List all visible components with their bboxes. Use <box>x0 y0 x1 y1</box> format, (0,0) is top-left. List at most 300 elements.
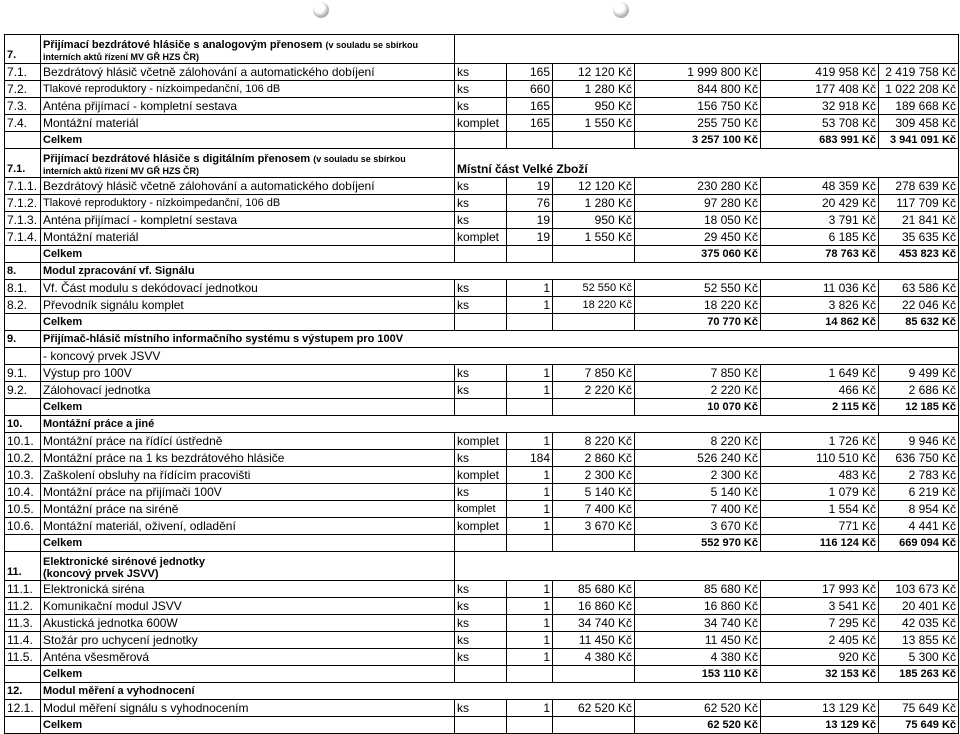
subtotal-label: Celkem <box>41 535 455 552</box>
subtotal-row <box>5 666 959 683</box>
table-row <box>5 195 959 212</box>
row-number: 12.1. <box>5 700 41 717</box>
item-name: Montážní práce na 1 ks bezdrátového hlásiče <box>41 450 455 467</box>
item-unit-price: 1 550 Kč <box>553 115 635 132</box>
empty-cell <box>507 132 553 149</box>
item-unit: ks <box>455 195 507 212</box>
row-number: 10.5. <box>5 501 41 518</box>
row-number <box>5 535 41 552</box>
item-vat: 466 Kč <box>761 382 879 399</box>
empty-cell <box>553 314 635 331</box>
item-unit-price: 4 380 Kč <box>553 649 635 666</box>
item-total-vat: 5 300 Kč <box>879 649 959 666</box>
item-vat: 2 405 Kč <box>761 632 879 649</box>
item-name: Bezdrátový hlásič včetně zálohování a automatického dobíjení <box>41 178 455 195</box>
item-quantity: 660 <box>507 81 553 98</box>
table-row <box>5 64 959 81</box>
item-total: 3 670 Kč <box>635 518 761 535</box>
section-title-text: Modul zpracování vf. Signálu <box>43 265 195 277</box>
item-quantity: 76 <box>507 195 553 212</box>
item-vat: 110 510 Kč <box>761 450 879 467</box>
item-unit: ks <box>455 484 507 501</box>
item-total: 18 050 Kč <box>635 212 761 229</box>
row-number <box>5 246 41 263</box>
item-total: 230 280 Kč <box>635 178 761 195</box>
item-name: Montážní materiál <box>41 229 455 246</box>
item-total-vat: 2 419 758 Kč <box>879 64 959 81</box>
row-number: 7.4. <box>5 115 41 132</box>
subtotal-row <box>5 246 959 263</box>
section-number: 10. <box>5 416 41 433</box>
item-total-vat: 2 686 Kč <box>879 382 959 399</box>
section-title <box>41 263 959 280</box>
item-quantity: 1 <box>507 581 553 598</box>
table-row <box>5 598 959 615</box>
item-total: 11 450 Kč <box>635 632 761 649</box>
table-row <box>5 467 959 484</box>
section-title-line1: Elektronické sirénové jednotky <box>43 556 206 568</box>
item-total-vat: 9 946 Kč <box>879 433 959 450</box>
table-row <box>5 382 959 399</box>
item-quantity: 19 <box>507 212 553 229</box>
table-row <box>5 700 959 717</box>
item-unit-price: 2 220 Kč <box>553 382 635 399</box>
subtotal-total-vat: 453 823 Kč <box>879 246 959 263</box>
table-row <box>5 484 959 501</box>
item-name: Vf. Část modulu s dekódovací jednotkou <box>41 280 455 297</box>
item-unit: ks <box>455 98 507 115</box>
item-unit-price: 8 220 Kč <box>553 433 635 450</box>
section-number: 11. <box>5 552 41 581</box>
item-name: Montážní materiál, oživení, odladění <box>41 518 455 535</box>
item-unit-price: 34 740 Kč <box>553 615 635 632</box>
item-total-vat: 35 635 Kč <box>879 229 959 246</box>
item-unit-price: 2 300 Kč <box>553 467 635 484</box>
item-total-vat: 1 022 208 Kč <box>879 81 959 98</box>
table-row <box>5 365 959 382</box>
item-unit-price: 1 280 Kč <box>553 195 635 212</box>
item-total-vat: 75 649 Kč <box>879 700 959 717</box>
item-quantity: 1 <box>507 365 553 382</box>
item-quantity: 1 <box>507 433 553 450</box>
item-unit-price: 16 860 Kč <box>553 598 635 615</box>
row-number: 11.5. <box>5 649 41 666</box>
item-name: Anténa přijímací - kompletní sestava <box>41 212 455 229</box>
subtotal-label: Celkem <box>41 314 455 331</box>
item-unit: komplet <box>455 501 507 518</box>
subtotal-vat: 13 129 Kč <box>761 717 879 734</box>
row-number: 9.2. <box>5 382 41 399</box>
item-total-vat: 189 668 Kč <box>879 98 959 115</box>
item-vat: 32 918 Kč <box>761 98 879 115</box>
item-quantity: 165 <box>507 64 553 81</box>
item-total-vat: 22 046 Kč <box>879 297 959 314</box>
row-number: 10.4. <box>5 484 41 501</box>
subtotal-vat: 116 124 Kč <box>761 535 879 552</box>
item-unit-price: 52 550 Kč <box>553 280 635 297</box>
section-title-text: Modul měření a vyhodnocení <box>43 685 195 697</box>
item-unit: ks <box>455 382 507 399</box>
subtotal-total-vat: 85 632 Kč <box>879 314 959 331</box>
item-total-vat: 278 639 Kč <box>879 178 959 195</box>
item-total: 526 240 Kč <box>635 450 761 467</box>
item-total-vat: 42 035 Kč <box>879 615 959 632</box>
item-name: Elektronická siréna <box>41 581 455 598</box>
item-vat: 20 429 Kč <box>761 195 879 212</box>
item-vat: 11 036 Kč <box>761 280 879 297</box>
item-total: 7 850 Kč <box>635 365 761 382</box>
item-name: Montážní práce na siréně <box>41 501 455 518</box>
item-unit-price: 18 220 Kč <box>553 297 635 314</box>
item-name: Montážní práce na řídící ústředně <box>41 433 455 450</box>
binder-hole-icon <box>313 2 329 18</box>
row-number <box>5 314 41 331</box>
row-number <box>5 132 41 149</box>
item-vat: 48 359 Kč <box>761 178 879 195</box>
section-title-line2: interních aktů řízení MV GŘ HZS ČR) <box>43 52 200 62</box>
item-unit-price: 5 140 Kč <box>553 484 635 501</box>
subtotal-total: 10 070 Kč <box>635 399 761 416</box>
item-name: Zálohovací jednotka <box>41 382 455 399</box>
item-unit: ks <box>455 700 507 717</box>
empty-cell <box>507 535 553 552</box>
subtotal-row <box>5 399 959 416</box>
item-name: Modul měření signálu s vyhodnocením <box>41 700 455 717</box>
row-number: 10.1. <box>5 433 41 450</box>
item-total: 1 999 800 Kč <box>635 64 761 81</box>
subtotal-label: Celkem <box>41 666 455 683</box>
item-total-vat: 4 441 Kč <box>879 518 959 535</box>
subtotal-label: Celkem <box>41 246 455 263</box>
row-number: 10.3. <box>5 467 41 484</box>
row-number: 8.2. <box>5 297 41 314</box>
item-vat: 1 079 Kč <box>761 484 879 501</box>
item-quantity: 1 <box>507 598 553 615</box>
empty-cell <box>507 717 553 734</box>
item-vat: 17 993 Kč <box>761 581 879 598</box>
empty-cell <box>455 132 507 149</box>
item-vat: 771 Kč <box>761 518 879 535</box>
item-total: 85 680 Kč <box>635 581 761 598</box>
item-name: Převodník signálu komplet <box>41 297 455 314</box>
item-unit-price: 12 120 Kč <box>553 178 635 195</box>
subtotal-total: 62 520 Kč <box>635 717 761 734</box>
item-total-vat: 6 219 Kč <box>879 484 959 501</box>
item-name: Anténa všesměrová <box>41 649 455 666</box>
section-number: 9. <box>5 331 41 348</box>
item-total: 16 860 Kč <box>635 598 761 615</box>
item-name: Stožár pro uchycení jednotky <box>41 632 455 649</box>
item-name: Montážní materiál <box>41 115 455 132</box>
row-number: 7.1. <box>5 64 41 81</box>
subtotal-vat: 2 115 Kč <box>761 399 879 416</box>
item-total-vat: 117 709 Kč <box>879 195 959 212</box>
section-header-row <box>5 416 959 433</box>
row-number: 11.4. <box>5 632 41 649</box>
item-unit-price: 7 400 Kč <box>553 501 635 518</box>
subtotal-row <box>5 717 959 734</box>
item-name: Akustická jednotka 600W <box>41 615 455 632</box>
subtotal-label: Celkem <box>41 717 455 734</box>
section-location: Místní část Velké Zboží <box>455 149 959 178</box>
section-note: - koncový prvek JSVV <box>41 348 959 365</box>
item-unit-price: 85 680 Kč <box>553 581 635 598</box>
item-vat: 920 Kč <box>761 649 879 666</box>
item-vat: 53 708 Kč <box>761 115 879 132</box>
table-row <box>5 649 959 666</box>
item-unit: ks <box>455 297 507 314</box>
item-quantity: 1 <box>507 297 553 314</box>
item-quantity: 1 <box>507 518 553 535</box>
table-row <box>5 212 959 229</box>
item-quantity: 1 <box>507 467 553 484</box>
row-number: 11.3. <box>5 615 41 632</box>
item-total: 52 550 Kč <box>635 280 761 297</box>
empty-cell <box>553 717 635 734</box>
item-unit-price: 62 520 Kč <box>553 700 635 717</box>
subtotal-row <box>5 314 959 331</box>
item-vat: 3 826 Kč <box>761 297 879 314</box>
price-table-body <box>5 35 959 734</box>
item-quantity: 165 <box>507 115 553 132</box>
item-vat: 177 408 Kč <box>761 81 879 98</box>
item-total: 34 740 Kč <box>635 615 761 632</box>
row-number: 10.2. <box>5 450 41 467</box>
item-total: 4 380 Kč <box>635 649 761 666</box>
table-row <box>5 280 959 297</box>
item-unit-price: 1 280 Kč <box>553 81 635 98</box>
empty-cell <box>455 246 507 263</box>
item-total: 29 450 Kč <box>635 229 761 246</box>
item-quantity: 165 <box>507 98 553 115</box>
table-row <box>5 501 959 518</box>
item-unit: ks <box>455 178 507 195</box>
row-number: 7.2. <box>5 81 41 98</box>
item-unit: ks <box>455 365 507 382</box>
item-total-vat: 13 855 Kč <box>879 632 959 649</box>
item-vat: 6 185 Kč <box>761 229 879 246</box>
subtotal-vat: 683 991 Kč <box>761 132 879 149</box>
item-unit: ks <box>455 81 507 98</box>
item-unit: ks <box>455 649 507 666</box>
item-quantity: 1 <box>507 280 553 297</box>
row-number: 7.1.4. <box>5 229 41 246</box>
empty-cell <box>553 132 635 149</box>
row-number <box>5 348 41 365</box>
item-unit: ks <box>455 598 507 615</box>
table-row <box>5 433 959 450</box>
item-total-vat: 2 783 Kč <box>879 467 959 484</box>
item-quantity: 1 <box>507 700 553 717</box>
empty-cell <box>553 246 635 263</box>
item-total: 8 220 Kč <box>635 433 761 450</box>
item-quantity: 1 <box>507 615 553 632</box>
section-title-note: (v souladu se sbírkou <box>313 154 406 164</box>
row-number: 9.1. <box>5 365 41 382</box>
subtotal-total-vat: 669 094 Kč <box>879 535 959 552</box>
item-total: 2 220 Kč <box>635 382 761 399</box>
table-row <box>5 450 959 467</box>
item-unit: komplet <box>455 433 507 450</box>
subtotal-label: Celkem <box>41 132 455 149</box>
section-title-note: (v souladu se sbírkou <box>325 40 418 50</box>
row-number: 7.1.1. <box>5 178 41 195</box>
item-quantity: 1 <box>507 501 553 518</box>
item-vat: 3 541 Kč <box>761 598 879 615</box>
row-number: 10.6. <box>5 518 41 535</box>
item-unit: ks <box>455 450 507 467</box>
item-vat: 419 958 Kč <box>761 64 879 81</box>
item-name: Tlakové reproduktory - nízkoimpedanční, 106 dB <box>41 81 455 98</box>
section-location <box>455 35 959 64</box>
table-row <box>5 115 959 132</box>
item-total: 62 520 Kč <box>635 700 761 717</box>
item-vat: 1 649 Kč <box>761 365 879 382</box>
subtotal-total: 70 770 Kč <box>635 314 761 331</box>
item-total-vat: 20 401 Kč <box>879 598 959 615</box>
item-vat: 13 129 Kč <box>761 700 879 717</box>
empty-cell <box>455 314 507 331</box>
price-table <box>4 34 959 734</box>
item-name: Bezdrátový hlásič včetně zálohování a automatického dobíjení <box>41 64 455 81</box>
section-title <box>41 35 455 64</box>
item-vat: 483 Kč <box>761 467 879 484</box>
section-title-line1: Přijímací bezdrátové hlásiče s analogovým přenosem <box>43 39 323 51</box>
section-header-row <box>5 35 959 64</box>
empty-cell <box>553 666 635 683</box>
item-total: 2 300 Kč <box>635 467 761 484</box>
row-number: 7.1.2. <box>5 195 41 212</box>
empty-cell <box>507 314 553 331</box>
section-title <box>41 331 959 348</box>
item-unit: komplet <box>455 467 507 484</box>
row-number: 11.1. <box>5 581 41 598</box>
row-number <box>5 399 41 416</box>
section-header-row <box>5 149 959 178</box>
table-row <box>5 518 959 535</box>
item-unit-price: 12 120 Kč <box>553 64 635 81</box>
item-total: 5 140 Kč <box>635 484 761 501</box>
section-note-row <box>5 348 959 365</box>
table-row <box>5 581 959 598</box>
table-row <box>5 615 959 632</box>
empty-cell <box>455 717 507 734</box>
section-title-line2: interních aktů řízení MV GŘ HZS ČR) <box>43 166 200 176</box>
item-unit: komplet <box>455 518 507 535</box>
item-unit-price: 7 850 Kč <box>553 365 635 382</box>
item-unit: ks <box>455 581 507 598</box>
item-unit-price: 2 860 Kč <box>553 450 635 467</box>
item-unit-price: 950 Kč <box>553 98 635 115</box>
empty-cell <box>553 399 635 416</box>
item-total-vat: 21 841 Kč <box>879 212 959 229</box>
item-unit: ks <box>455 615 507 632</box>
item-name: Anténa přijímací - kompletní sestava <box>41 98 455 115</box>
item-unit-price: 1 550 Kč <box>553 229 635 246</box>
subtotal-row <box>5 132 959 149</box>
section-title-line1: Přijímací bezdrátové hlásiče s digitálním přenosem <box>43 153 311 165</box>
section-header-row <box>5 683 959 700</box>
section-number: 12. <box>5 683 41 700</box>
section-title <box>41 416 959 433</box>
empty-cell <box>507 399 553 416</box>
item-vat: 1 554 Kč <box>761 501 879 518</box>
subtotal-total: 3 257 100 Kč <box>635 132 761 149</box>
row-number: 11.2. <box>5 598 41 615</box>
item-unit-price: 3 670 Kč <box>553 518 635 535</box>
item-vat: 1 726 Kč <box>761 433 879 450</box>
item-unit: komplet <box>455 229 507 246</box>
subtotal-total: 552 970 Kč <box>635 535 761 552</box>
table-row <box>5 178 959 195</box>
item-unit-price: 11 450 Kč <box>553 632 635 649</box>
item-name: Výstup pro 100V <box>41 365 455 382</box>
binder-hole-icon <box>613 2 629 18</box>
item-total: 18 220 Kč <box>635 297 761 314</box>
empty-cell <box>455 666 507 683</box>
item-unit: ks <box>455 64 507 81</box>
item-total: 97 280 Kč <box>635 195 761 212</box>
row-number <box>5 717 41 734</box>
scan-top-margin <box>0 0 960 34</box>
item-name: Montážní práce na přijímači 100V <box>41 484 455 501</box>
item-total-vat: 63 586 Kč <box>879 280 959 297</box>
subtotal-total-vat: 75 649 Kč <box>879 717 959 734</box>
item-quantity: 184 <box>507 450 553 467</box>
subtotal-total: 375 060 Kč <box>635 246 761 263</box>
section-header-row <box>5 331 959 348</box>
subtotal-vat: 14 862 Kč <box>761 314 879 331</box>
item-unit: ks <box>455 212 507 229</box>
row-number: 7.1.3. <box>5 212 41 229</box>
subtotal-total: 153 110 Kč <box>635 666 761 683</box>
item-total-vat: 636 750 Kč <box>879 450 959 467</box>
item-unit: ks <box>455 280 507 297</box>
subtotal-vat: 78 763 Kč <box>761 246 879 263</box>
section-title-text: Montážní práce a jiné <box>43 418 155 430</box>
section-title <box>41 149 455 178</box>
item-total-vat: 309 458 Kč <box>879 115 959 132</box>
item-total: 255 750 Kč <box>635 115 761 132</box>
item-total: 156 750 Kč <box>635 98 761 115</box>
item-name: Komunikační modul JSVV <box>41 598 455 615</box>
subtotal-label: Celkem <box>41 399 455 416</box>
subtotal-row <box>5 535 959 552</box>
item-name: Zaškolení obsluhy na řídícím pracovišti <box>41 467 455 484</box>
section-number: 7. <box>5 35 41 64</box>
section-header-row <box>5 263 959 280</box>
section-title-text: Přijímač-hlásič místního informačního systému s výstupem pro 100V <box>43 333 404 345</box>
subtotal-total-vat: 3 941 091 Kč <box>879 132 959 149</box>
row-number: 7.3. <box>5 98 41 115</box>
table-row <box>5 81 959 98</box>
empty-cell <box>507 666 553 683</box>
item-name: Tlakové reproduktory - nízkoimpedanční, 106 dB <box>41 195 455 212</box>
section-title <box>41 552 455 581</box>
item-quantity: 1 <box>507 649 553 666</box>
subtotal-total-vat: 12 185 Kč <box>879 399 959 416</box>
item-total: 7 400 Kč <box>635 501 761 518</box>
table-row <box>5 632 959 649</box>
table-row <box>5 98 959 115</box>
section-number: 7.1. <box>5 149 41 178</box>
row-number <box>5 666 41 683</box>
item-quantity: 19 <box>507 229 553 246</box>
item-vat: 3 791 Kč <box>761 212 879 229</box>
item-quantity: 1 <box>507 632 553 649</box>
item-quantity: 19 <box>507 178 553 195</box>
empty-cell <box>455 399 507 416</box>
